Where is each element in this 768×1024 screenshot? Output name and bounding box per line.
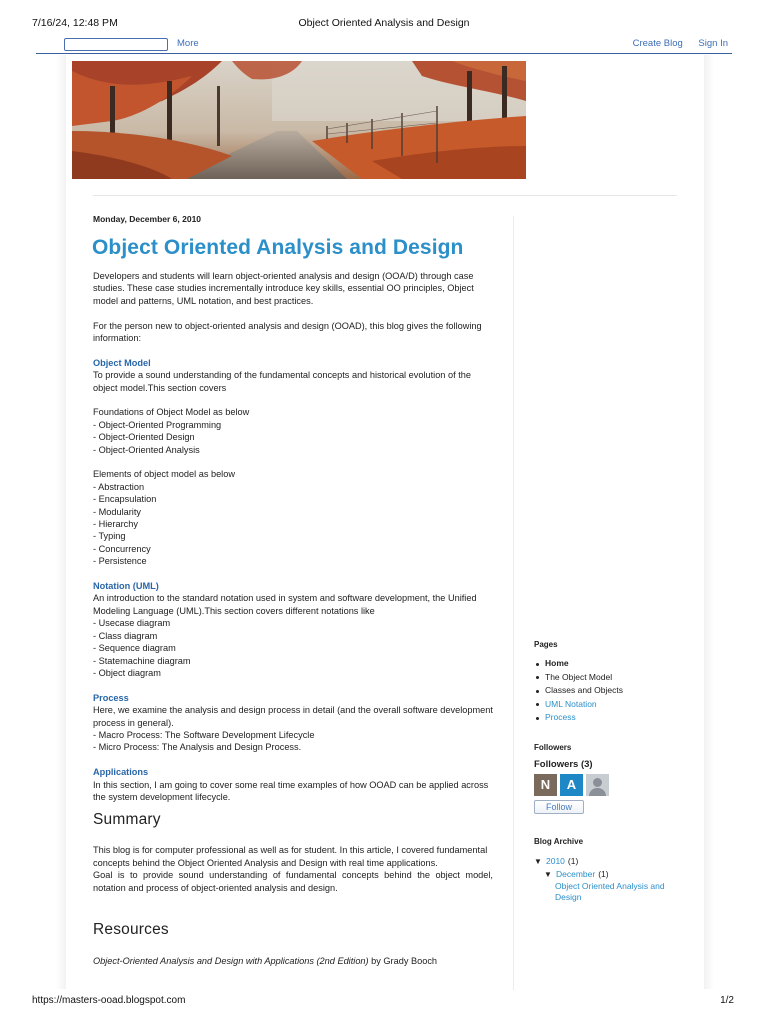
archive-tree xyxy=(534,855,684,902)
follower-avatars xyxy=(534,774,684,796)
list-item: - Modularity xyxy=(93,506,141,517)
navbar-actions xyxy=(620,38,728,49)
print-url: https://masters-ooad.blogspot.com xyxy=(32,995,186,1006)
more-link[interactable]: More xyxy=(177,38,199,49)
header-banner-image[interactable] xyxy=(72,61,526,179)
foundations-title: Foundations of Object Model as below xyxy=(93,407,250,418)
page-link-home[interactable]: Home xyxy=(534,657,684,671)
followers-count: Followers (3) xyxy=(534,759,593,770)
print-datetime: 7/16/24, 12:48 PM xyxy=(32,17,118,29)
archive-month-link[interactable]: December xyxy=(556,869,596,879)
summary-text: This blog is for computer professional as well as for student. In this article, I covered fundamental concepts behind the Object Oriented Analysis and Design with real time applications. xyxy=(93,845,488,868)
search-input[interactable] xyxy=(64,38,168,51)
list-item: - Encapsulation xyxy=(93,494,157,505)
sign-in-link[interactable]: Sign In xyxy=(698,38,728,49)
archive-heading: Blog Archive xyxy=(534,837,584,846)
expanded-triangle-icon[interactable]: ▼ xyxy=(534,857,542,866)
book-author: by Grady Booch xyxy=(368,955,438,966)
list-item: - Concurrency xyxy=(93,543,151,554)
summary-heading: Summary xyxy=(93,811,161,829)
section-text: Here, we examine the analysis and design process in detail (and the overall software development process in general). xyxy=(93,705,493,728)
blog-archive-widget xyxy=(534,837,684,902)
list-item: - Statemachine diagram xyxy=(93,655,191,666)
expanded-triangle-icon[interactable]: ▼ xyxy=(544,870,552,879)
section-heading-notation: Notation (UML) xyxy=(93,581,159,592)
page-shadow xyxy=(56,55,66,989)
list-item: - Persistence xyxy=(93,556,147,567)
page-link-object-model[interactable]: The Object Model xyxy=(534,671,684,685)
elements-title: Elements of object model as below xyxy=(93,469,235,480)
avatar[interactable]: A xyxy=(560,774,583,796)
page-link-uml-notation[interactable]: UML Notation xyxy=(534,698,684,712)
print-page-number: 1/2 xyxy=(720,995,734,1006)
post-intro-2: For the person new to object-oriented analysis and design (OOAD), this blog gives the following information: xyxy=(93,320,482,344)
post-date: Monday, December 6, 2010 xyxy=(93,214,202,224)
archive-year-link[interactable]: 2010 xyxy=(546,856,565,866)
list-item: - Object-Oriented Analysis xyxy=(93,444,200,455)
page-link-process[interactable]: Process xyxy=(534,711,684,725)
book-title: Object-Oriented Analysis and Design with Applications (2nd Edition) xyxy=(93,955,369,966)
list-item: - Typing xyxy=(93,531,126,542)
print-page-title: Object Oriented Analysis and Design xyxy=(298,17,470,29)
print-footer xyxy=(32,995,736,1006)
archive-post-link[interactable]: Object Oriented Analysis and Design xyxy=(555,881,665,902)
list-item: - Object diagram xyxy=(93,667,161,678)
list-item: - Abstraction xyxy=(93,481,145,492)
list-item: - Object-Oriented Design xyxy=(93,432,195,443)
post-intro: Developers and students will learn object-oriented analysis and design (OOA/D) through case studies. These case studies incrementally introduce key skills, essential OO principles, Object model and patterns, UML notation, and best practices. xyxy=(93,271,474,306)
list-item: - Object-Oriented Programming xyxy=(93,419,222,430)
followers-heading: Followers xyxy=(534,743,572,752)
pages-list xyxy=(534,657,684,725)
print-header xyxy=(32,17,736,31)
post-title[interactable]: Object Oriented Analysis and Design xyxy=(92,236,464,259)
list-item: - Macro Process: The Software Development Lifecycle xyxy=(93,729,315,740)
list-item: - Sequence diagram xyxy=(93,643,176,654)
pages-widget xyxy=(534,640,684,725)
section-text: An introduction to the standard notation used in system and software development, the Unified Modeling Language (UML).This section covers different notations like xyxy=(93,593,477,616)
list-item: - Usecase diagram xyxy=(93,618,171,629)
avatar[interactable]: N xyxy=(534,774,557,796)
section-heading-object-model: Object Model xyxy=(93,357,151,368)
pages-heading: Pages xyxy=(534,640,558,649)
create-blog-link[interactable]: Create Blog xyxy=(632,38,683,49)
archive-month-count: (1) xyxy=(598,869,609,879)
sidebar-divider xyxy=(513,216,514,990)
list-item: - Hierarchy xyxy=(93,519,138,530)
archive-month-row xyxy=(534,868,684,881)
archive-year-row xyxy=(534,855,684,868)
summary-goal: Goal is to provide sound understanding of fundamental concepts behind the object model, notation and process of object-oriented analysis and design. xyxy=(93,870,493,893)
resource-item xyxy=(93,955,493,967)
section-text: In this section, I am going to cover some real time examples of how OOAD can be applied across the system development lifecycle. xyxy=(93,779,489,802)
header-divider xyxy=(93,195,677,196)
resources-heading: Resources xyxy=(93,920,169,938)
section-heading-applications: Applications xyxy=(93,767,149,778)
archive-year-count: (1) xyxy=(567,856,579,866)
follow-button[interactable]: Follow xyxy=(534,800,584,814)
list-item: - Class diagram xyxy=(93,630,158,641)
post-body xyxy=(93,270,493,967)
default-avatar-icon[interactable] xyxy=(586,774,609,796)
followers-widget xyxy=(534,743,684,814)
autumn-road-image xyxy=(72,61,526,179)
page-link-classes-objects[interactable]: Classes and Objects xyxy=(534,684,684,698)
section-text: To provide a sound understanding of the fundamental concepts and historical evolution of the object model.This section covers xyxy=(93,370,471,393)
blogger-navbar xyxy=(36,35,732,54)
section-heading-process: Process xyxy=(93,692,129,703)
page-shadow xyxy=(704,55,714,989)
list-item: - Micro Process: The Analysis and Design Process. xyxy=(93,742,302,753)
